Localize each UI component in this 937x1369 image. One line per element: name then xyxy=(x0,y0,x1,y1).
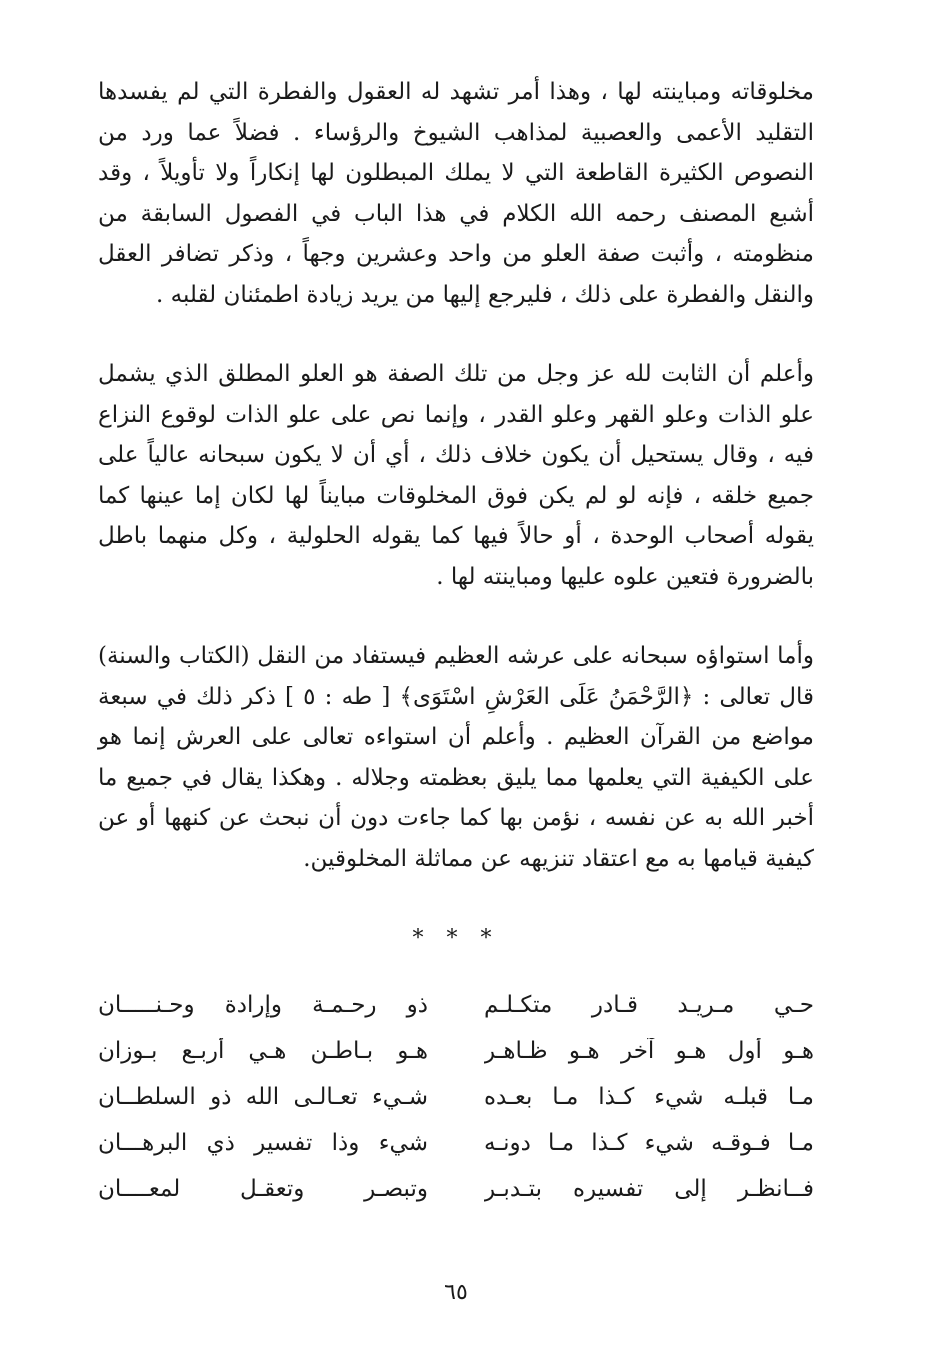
section-separator: * * * xyxy=(412,926,500,951)
paragraph-3: وأما استواؤه سبحانه على عرشه العظيم فيستفاد من النقل (الكتاب والسنة) قال تعالى : ﴿الرَّحْمَنُ عَلَى العَرْشِ اسْتَوَى﴾ [ طه : ٥ ] ذكر ذلك في سبعة مواضع من القرآن العظيم . وأعلم أن استواءه تعالى على العرش إنما هو على الكيفية التي يعلمها مما يليق بعظمته وجلاله . وهكذا يقال في جميع ما أخبر الله به عن نفسه ، نؤمن بها كما جاءت دون أن نبحث عن كنهها أو عن كيفية قيامها به مع اعتقاد تنزيهه عن مماثلة المخلوقين. xyxy=(98,643,814,872)
verse-right-hemistich: هـو أول هـو آخر هـو ظـاهـر xyxy=(484,1038,814,1064)
paragraph-2: وأعلم أن الثابت لله عز وجل من تلك الصفة هو العلو المطلق الذي يشمل علو الذات وعلو القهر وعلو القدر ، وإنما نص على علو الذات لوقوع النزاع فيه ، وقال يستحيل أن يكون خلاف ذلك ، أي أن لا يكون سبحانه عالياً على جميع خلقه ، فإنه لو لم يكن فوق المخلوقات مبايناً لها لكان إما عينها كما يقوله أصحاب الوحدة ، أو حالاً فيها كما يقوله الحلولية ، وكل منهما باطل بالضرورة فتعين علوه عليها ومباينته لها . xyxy=(98,361,815,590)
poem-verse xyxy=(98,1074,814,1120)
page-number: ٦٥ xyxy=(444,1280,468,1305)
verse-right-hemistich: مـا فـوقـه شيء كـذا مـا دونـه xyxy=(484,1130,814,1156)
verse-left-hemistich: هـو بـاطـن هـي أربـع بـوزان xyxy=(98,1038,428,1064)
poem xyxy=(98,982,814,1212)
verse-right-hemistich: حـي مـريـد قـادر متكـلـم xyxy=(484,992,814,1018)
paragraph-1: مخلوقاته ومباينته لها ، وهذا أمر تشهد له العقول والفطرة التي لم يفسدها التقليد الأعمى والعصبية لمذاهب الشيوخ والرؤساء . فضلاً عما ورد من النصوص الكثيرة القاطعة التي لا يملك المبطلون لها إنكاراً ولا تأويلاً ، وقد أشبع المصنف رحمه الله الكلام في هذا الباب في الفصول السابقة من منظومته ، وأثبت صفة العلو من واحد وعشرين وجهاً ، وذكر تضافر العقل والنقل والفطرة على ذلك ، فليرجع إليها من يريد زيادة اطمئنان لقلبه . xyxy=(98,79,814,308)
verse-left-hemistich: شـيء تعـالـى الله ذو السلطــان xyxy=(98,1084,428,1110)
poem-verse xyxy=(98,1120,814,1166)
verse-left-hemistich: وتبصـر وتعقـل لمعــــان xyxy=(98,1176,428,1202)
verse-left-hemistich: شيء وذا تفسير ذي البرهـــان xyxy=(98,1130,428,1156)
verse-left-hemistich: ذو رحـمـة وإرادة وحـنـــــان xyxy=(98,992,428,1018)
poem-verse xyxy=(98,1028,814,1074)
poem-verse xyxy=(98,1166,814,1212)
verse-right-hemistich: فــانظـر إلى تفسيره بتـدبـر xyxy=(484,1176,814,1202)
verse-right-hemistich: مـا قبلـه شيء كـذا مـا بعـده xyxy=(484,1084,814,1110)
poem-verse xyxy=(98,982,814,1028)
